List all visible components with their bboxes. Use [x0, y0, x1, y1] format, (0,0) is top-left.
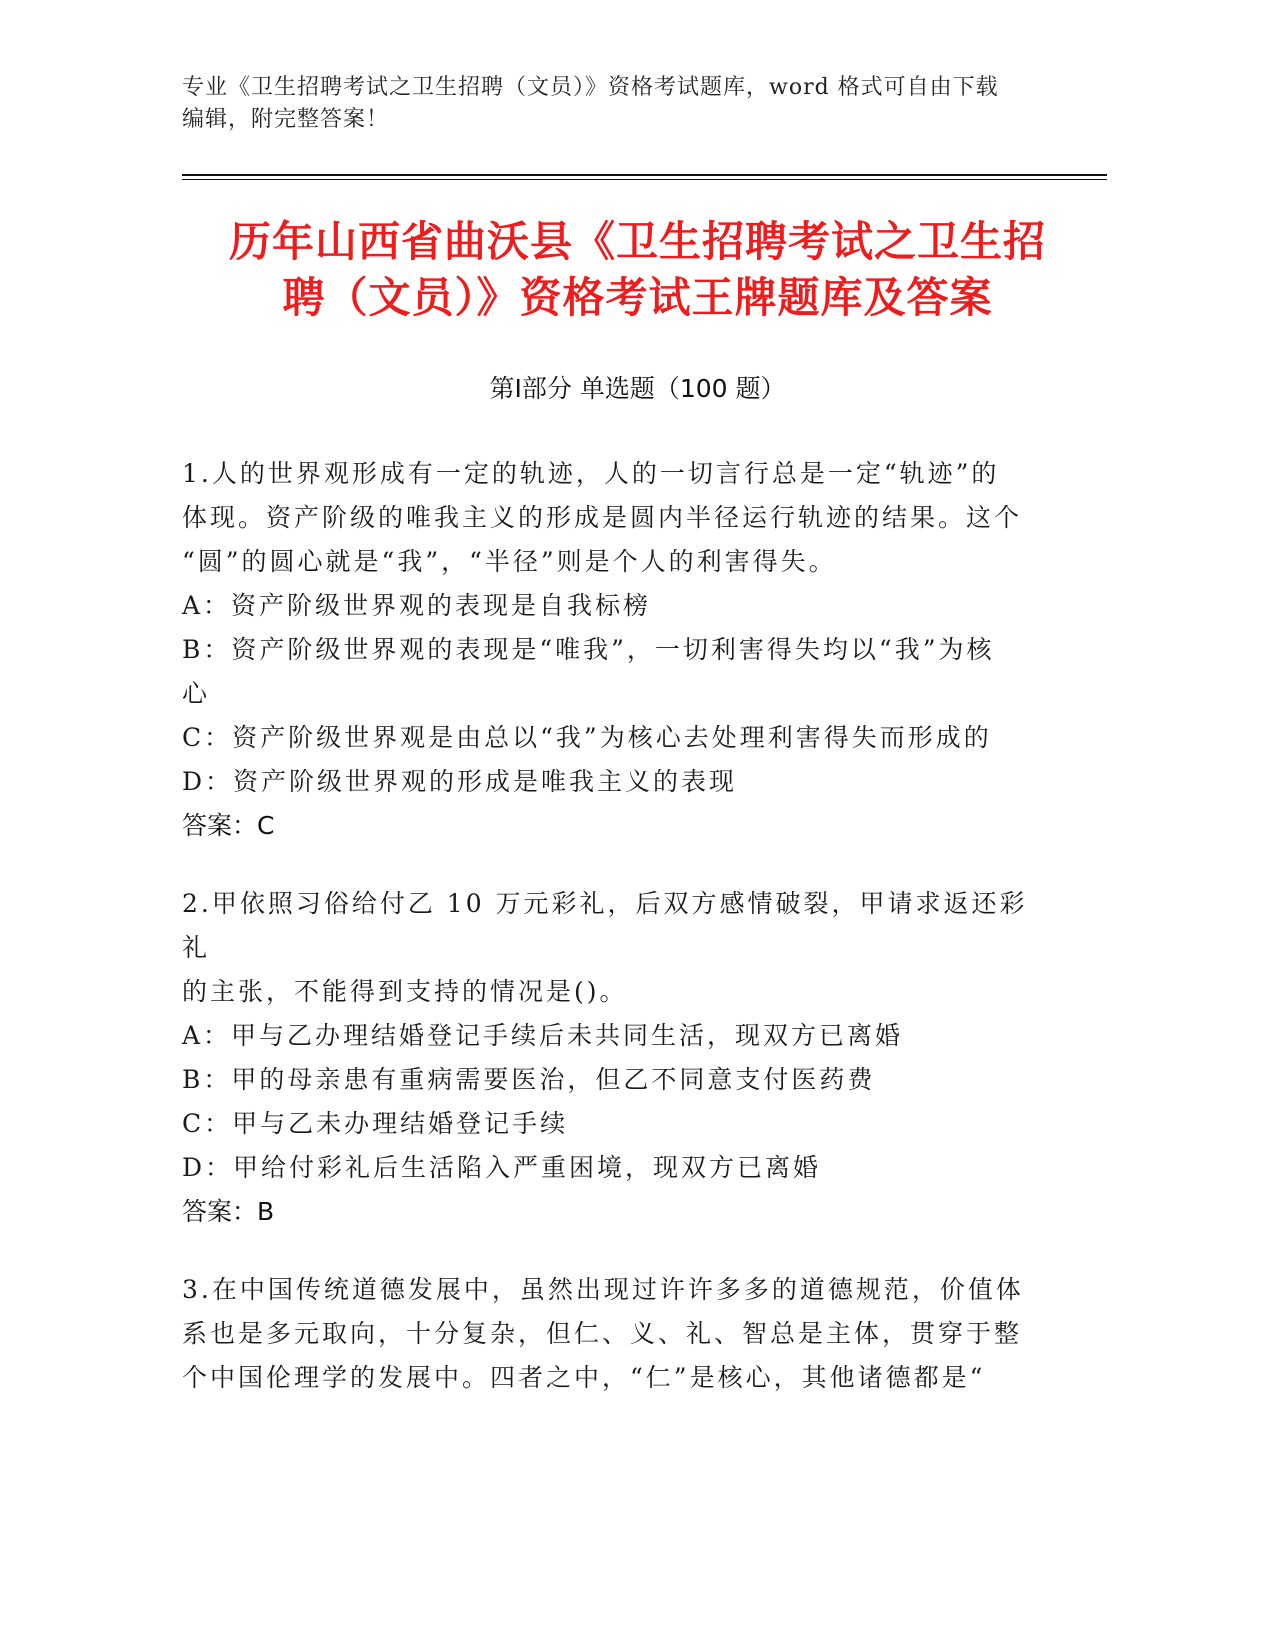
option-d: D：甲给付彩礼后生活陷入严重困境，现双方已离婚 — [182, 1153, 822, 1182]
header-note — [182, 72, 1102, 136]
question-stem-line: “圆”的圆心就是“我”，“半径”则是个人的利害得失。 — [182, 547, 837, 576]
section-heading: 第Ⅰ部分 单选题（100 题） — [489, 374, 786, 403]
question-stem-line: 个中国伦理学的发展中。四者之中，“仁”是核心，其他诸德都是“ — [182, 1363, 986, 1392]
header-note-line-2: 编辑，附完整答案！ — [182, 107, 390, 132]
option-a: A：甲与乙办理结婚登记手续后未共同生活，现双方已离婚 — [182, 1021, 904, 1050]
question-3 — [182, 1268, 1032, 1400]
answer: 答案：B — [182, 1197, 275, 1226]
question-stem-line: 1.人的世界观形成有一定的轨迹，人的一切言行总是一定“轨迹”的 — [182, 459, 1000, 488]
question-2 — [182, 882, 1032, 1234]
question-stem-line: 2.甲依照习俗给付乙 10 万元彩礼，后双方感情破裂，甲请求返还彩礼 — [182, 889, 1028, 962]
option-c: C：资产阶级世界观是由总以“我”为核心去处理利害得失而形成的 — [182, 723, 992, 752]
option-b-continued: 心 — [182, 679, 211, 708]
document-title-line-1: 历年山西省曲沃县《卫生招聘考试之卫生招 — [228, 217, 1046, 266]
question-stem-line: 的主张，不能得到支持的情况是()。 — [182, 977, 628, 1006]
option-a: A：资产阶级世界观的表现是自我标榜 — [182, 591, 652, 620]
document-title — [150, 214, 1125, 326]
question-stem-line: 体现。资产阶级的唯我主义的形成是圆内半径运行轨迹的结果。这个 — [182, 503, 1023, 532]
question-stem-line: 3.在中国传统道德发展中，虽然出现过许许多多的道德规范，价值体 — [182, 1275, 1024, 1304]
option-b: B：资产阶级世界观的表现是“唯我”，一切利害得失均以“我”为核 — [182, 635, 995, 664]
header-note-line-1: 专业《卫生招聘考试之卫生招聘（文员）》资格考试题库，word 格式可自由下载 — [182, 75, 999, 100]
header-divider-thin — [182, 179, 1107, 180]
document-title-line-2: 聘（文员）》资格考试王牌题库及答案 — [282, 273, 993, 322]
question-1 — [182, 452, 1032, 848]
option-c: C：甲与乙未办理结婚登记手续 — [182, 1109, 569, 1138]
option-b: B：甲的母亲患有重病需要医治，但乙不同意支付医药费 — [182, 1065, 876, 1094]
answer: 答案：C — [182, 811, 275, 840]
option-d: D：资产阶级世界观的形成是唯我主义的表现 — [182, 767, 738, 796]
question-list — [182, 452, 1032, 1434]
question-stem-line: 系也是多元取向，十分复杂，但仁、义、礼、智总是主体，贯穿于整 — [182, 1319, 1023, 1348]
header-divider-thick — [182, 174, 1107, 176]
